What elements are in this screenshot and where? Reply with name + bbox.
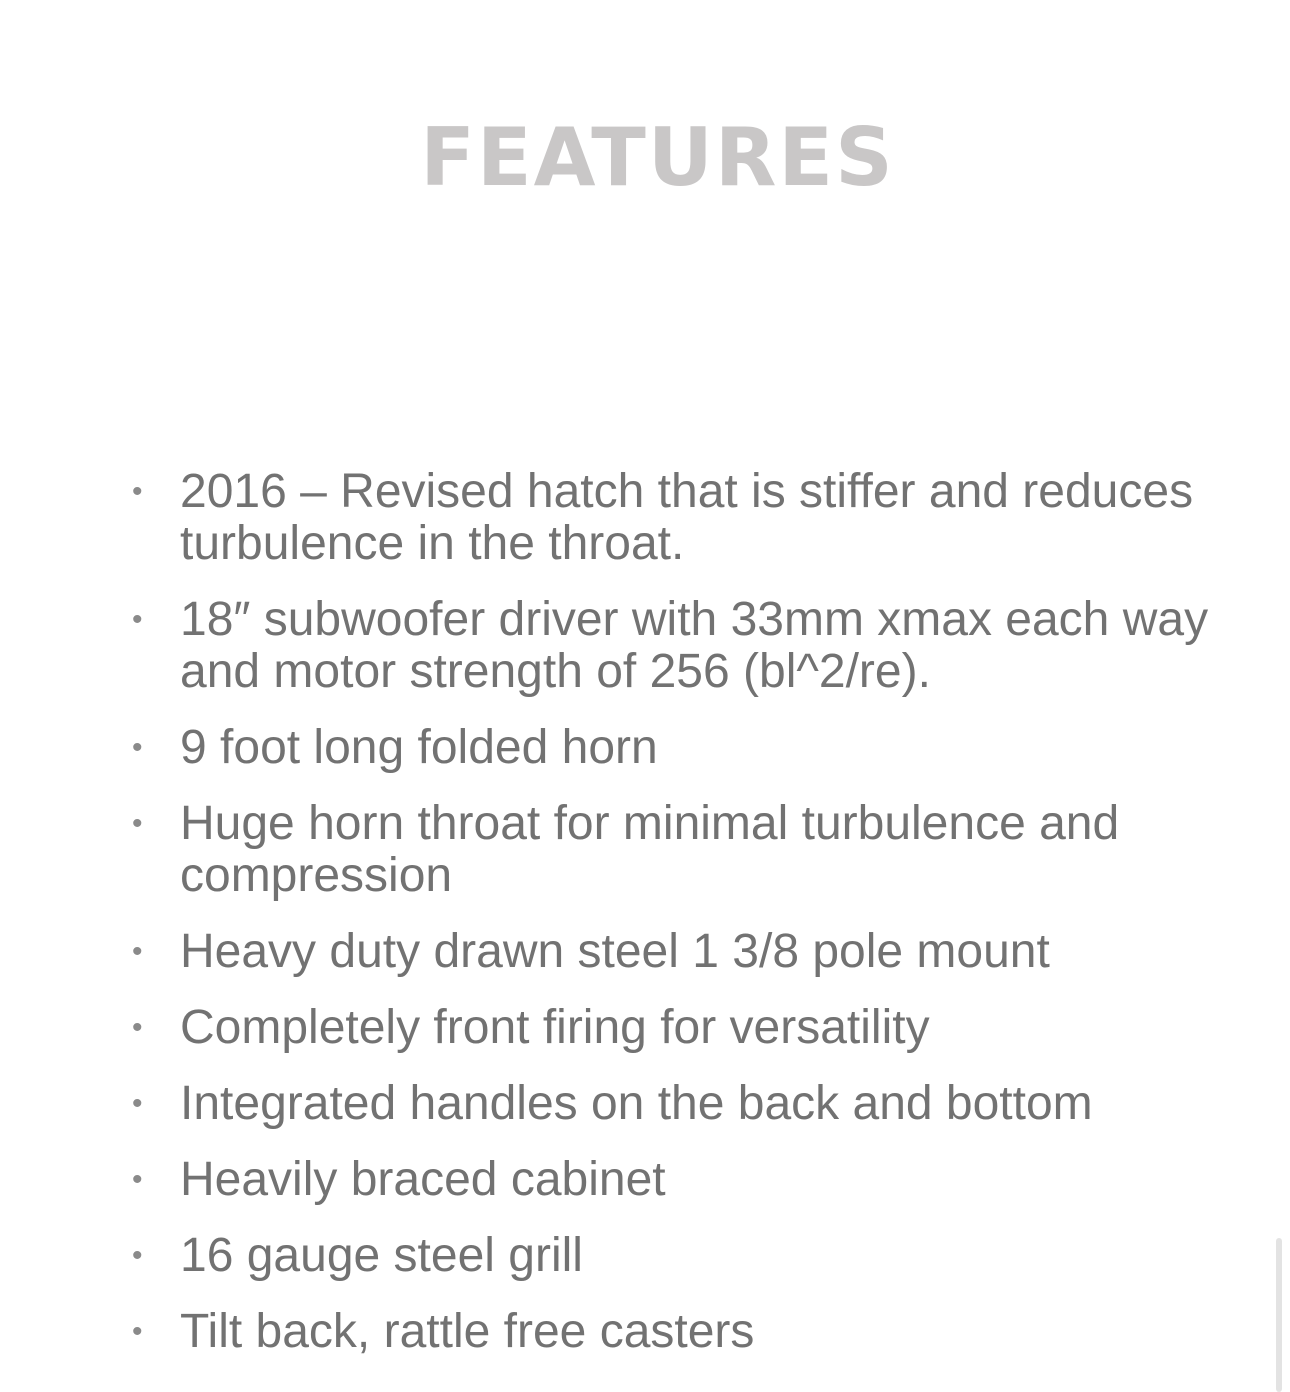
feature-text: Integrated handles on the back and bottom <box>180 1077 1093 1130</box>
bullet-icon: • <box>132 603 143 636</box>
bullet-icon: • <box>132 1239 143 1272</box>
features-heading: FEATURES <box>420 110 895 204</box>
bullet-icon: • <box>132 731 143 764</box>
scrollbar-thumb[interactable] <box>1276 1238 1282 1392</box>
feature-text: 9 foot long folded horn <box>180 721 658 774</box>
feature-item <box>130 1154 1220 1206</box>
feature-item <box>130 594 1220 698</box>
features-list <box>130 466 1220 1382</box>
feature-text: Heavy duty drawn steel 1 3/8 pole mount <box>180 925 1050 978</box>
feature-text: Tilt back, rattle free casters <box>180 1305 755 1358</box>
bullet-icon: • <box>132 1011 143 1044</box>
feature-item <box>130 722 1220 774</box>
feature-item <box>130 1002 1220 1054</box>
feature-item <box>130 926 1220 978</box>
bullet-icon: • <box>132 1315 143 1348</box>
feature-item <box>130 798 1220 902</box>
feature-item <box>130 1306 1220 1358</box>
feature-item <box>130 1230 1220 1282</box>
bullet-icon: • <box>132 935 143 968</box>
feature-text: Heavily braced cabinet <box>180 1153 666 1206</box>
feature-text: Huge horn throat for minimal turbulence and compression <box>180 797 1120 902</box>
feature-text: 2016 – Revised hatch that is stiffer and reduces turbulence in the throat. <box>180 465 1194 570</box>
feature-item <box>130 1078 1220 1130</box>
feature-item <box>130 466 1220 570</box>
feature-text: 18″ subwoofer driver with 33mm xmax each way and motor strength of 256 (bl^2/re). <box>180 593 1209 698</box>
bullet-icon: • <box>132 475 143 508</box>
bullet-icon: • <box>132 1163 143 1196</box>
feature-text: Completely front firing for versatility <box>180 1001 930 1054</box>
feature-text: 16 gauge steel grill <box>180 1229 583 1282</box>
bullet-icon: • <box>132 1087 143 1120</box>
bullet-icon: • <box>132 807 143 840</box>
